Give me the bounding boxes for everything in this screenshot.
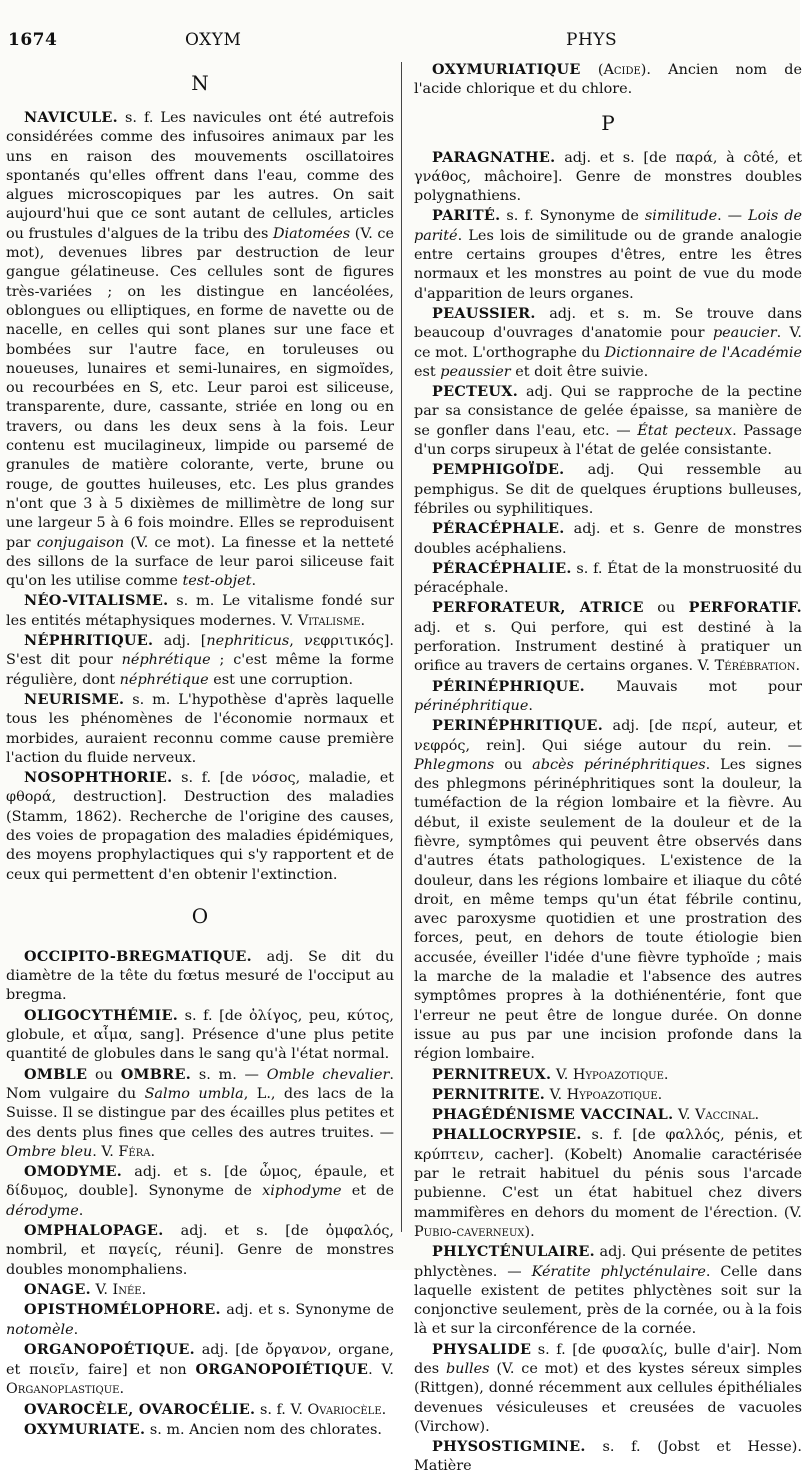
italic-text: néphrétique — [119, 671, 209, 688]
entry-text: s. m. — — [191, 1066, 267, 1083]
running-head-left: OXYM — [185, 30, 242, 50]
dictionary-entry — [414, 677, 802, 717]
entry-text: s. f. Synonyme de — [500, 208, 645, 225]
entry-text: adj. [ — [153, 633, 207, 650]
italic-text: abcès périnéphritiques — [532, 756, 706, 773]
entry-headword: PERFORATEUR, ATRICE — [432, 599, 644, 617]
dictionary-entry — [414, 559, 802, 599]
entry-headword: NOSOPHTHORIE. — [24, 769, 173, 787]
entry-headword: PHLYCTÉNULAIRE. — [432, 1243, 595, 1261]
entry-text: . Celle dans laquelle existent de petites phlyctènes soit sur la conjonctive seulement, près de la cornée, ou à la fois là et sur la circonférence de la cornée. — [414, 1263, 802, 1338]
dictionary-entry — [6, 690, 394, 768]
italic-text: Phlegmons — [414, 756, 495, 773]
italic-text: similitude — [644, 208, 718, 225]
entry-text: V. — [545, 1086, 567, 1103]
entry-text: est une corruption. — [208, 671, 354, 688]
entry-headword: PHALLOCRYPSIE. — [432, 1126, 582, 1144]
entry-text: Mauvais mot pour — [584, 678, 802, 695]
dictionary-entry — [6, 1221, 394, 1280]
entry-text: s. m. L'hypothèse d'après laquelle tous les phénomènes de l'économie normaux et morbides, auraient reconnu comme cause première l'action du fluide nerveux. — [6, 691, 394, 766]
left-column — [6, 60, 394, 1438]
entry-headword: OLIGOCYTHÉMIE. — [24, 1006, 179, 1024]
entry-headword: PEAUSSIER. — [432, 304, 536, 322]
entry-headword: PERNITRITE. — [432, 1085, 546, 1103]
dictionary-entry — [414, 1125, 802, 1242]
dictionary-entry — [6, 1340, 394, 1400]
dictionary-entry — [6, 1400, 394, 1420]
dictionary-entry — [414, 1242, 802, 1339]
entry-headword: NEURISME. — [24, 690, 125, 708]
italic-text: périnéphritique — [414, 697, 529, 714]
entry-text: ). — [524, 1223, 535, 1240]
cross-reference: Hypoazotique — [572, 1066, 664, 1083]
entry-headword: PERFORATIF. — [688, 599, 802, 617]
entry-text: , νεφριτικός]. S'est dit pour — [6, 633, 394, 669]
entry-headword: OXYMURIATE. — [24, 1421, 146, 1438]
entry-text: adj. et s. [de ὀμφαλός, nombril, et παγείς, réuni]. Genre de monstres doubles monomphaliens. — [6, 1223, 394, 1278]
dictionary-entry — [414, 60, 802, 100]
cross-reference: Térébration — [714, 658, 796, 675]
cross-reference: Ovariocèle — [307, 1401, 382, 1418]
entry-text: . — [754, 1107, 760, 1124]
cross-reference: Hypoazotique — [566, 1086, 658, 1103]
entry-text: adj. et s. [de ὦμος, épaule, et δίδυμος, double]. Synonyme de — [6, 1164, 394, 1200]
entry-text: . V. — [368, 1362, 394, 1379]
entry-text: V. — [551, 1066, 573, 1083]
italic-text: Ombre bleu — [6, 1143, 93, 1160]
dictionary-entry — [414, 304, 802, 382]
italic-text: notomèle — [6, 1321, 74, 1338]
italic-text: Omble chevalier — [266, 1066, 390, 1083]
entry-headword: OMBRE. — [120, 1065, 192, 1083]
italic-text: nephriticus — [206, 633, 290, 650]
section-letter: N — [191, 71, 209, 95]
entry-headword: PÉRACÉPHALIE. — [432, 559, 572, 577]
dictionary-entry — [414, 382, 802, 460]
entry-headword: PHYSOSTIGMINE. — [432, 1438, 586, 1456]
page-number: 1674 — [8, 30, 58, 50]
entry-text: . — [360, 612, 366, 629]
dictionary-entry — [414, 716, 802, 1064]
entry-headword: PERINÉPHRITIQUE. — [432, 717, 604, 735]
dictionary-entry — [6, 768, 394, 885]
entry-text: . V. ce mot. L'orthographe du — [414, 325, 802, 361]
dictionary-entry — [6, 1006, 394, 1065]
entry-text: ou — [494, 756, 533, 773]
entry-text: . — [150, 1143, 156, 1160]
entry-text: . — [663, 1066, 669, 1083]
dictionary-entry — [414, 1340, 802, 1437]
entry-text: s. f. [de νόσος, maladie, et φθορά, destruction]. Destruction des maladies (Stamm, 1862). Recherche de l'origine des causes, des voies de propagation des maladies épidémiques, des moyens prophylactiques qui s'y rapportent et de ceux qui permettent d'en obtenir l'extinction. — [6, 770, 394, 883]
section-letter: P — [601, 110, 615, 135]
entry-text: s. m. Le vitalisme fondé sur les entités métaphysiques modernes. V. — [6, 593, 394, 629]
cross-reference: Acide — [603, 62, 641, 78]
entry-headword: OXYMURIATIQUE — [432, 61, 581, 78]
italic-text: État pecteux — [637, 422, 733, 439]
entry-text: adj. et s. m. Se trouve dans beaucoup d'ouvrages d'anatomie pour — [414, 305, 802, 342]
dictionary-entry — [6, 1280, 394, 1300]
italic-text: Kératite phlycténulaire — [531, 1263, 706, 1280]
entry-text: s. m. Ancien nom des chlorates. — [145, 1422, 383, 1438]
entry-text: adj. et s. Qui perfore, qui est destiné à la perforation. Instrument destiné à pratiquer un orifice au travers de certains organes. V. — [414, 619, 802, 675]
entry-text: . — [78, 1202, 84, 1219]
entry-headword: PECTEUX. — [432, 383, 519, 401]
entry-headword: PARITÉ. — [432, 207, 501, 225]
entry-text: s. f. [de ὀλίγος, peu, κύτος, globule, et αἷμα, sang]. Présence d'une plus petite quantité de globules dans le sang qu'à l'état normal. — [6, 1007, 394, 1063]
italic-text: conjugaison — [36, 534, 125, 551]
entry-text: V. — [673, 1107, 695, 1124]
entry-text: adj. Qui ressemble au pemphigus. Se dit de quelques éruptions bulleuses, fébriles ou syphilitiques. — [414, 462, 802, 517]
entry-text: s. f. Les navicules ont été autrefois considérées comme des infusoires animaux par les uns en raison des mouvements oscillatoires spontanés qu'elles offrent dans l'eau, comme des algues microscopiques par les autres. On sait aujourd'hui que ce sont autant de cellules, articles ou frustules d'algues de la tribu des — [6, 110, 394, 242]
entry-text: , L., des lacs de la Suisse. Il se distingue par des écailles plus petites et des dents plus fines que celles des autres truites. — — [6, 1085, 394, 1141]
italic-text: néphrétique — [121, 652, 211, 669]
dictionary-entry — [6, 591, 394, 631]
entry-headword: OMPHALOPAGE. — [24, 1222, 164, 1240]
entry-headword: ONAGE. — [24, 1280, 91, 1298]
entry-text: . Les lois de similitude ou de grande analogie entre certains groupes d'êtres, entre les êtres normaux et les monstres au point de vue du mode d'apparition de leurs organes. — [414, 227, 802, 302]
entry-text: . Nom vulgaire du — [6, 1066, 394, 1102]
cross-reference: Vaccinal — [694, 1107, 755, 1124]
entry-text: . V. — [92, 1143, 119, 1160]
entry-text: . Les signes des phlegmons périnéphritiques sont la douleur, la tuméfaction de la région lombaire et la fièvre. Au début, il existe seulement de la douleur et de la fièvre, symptômes qui peuvent être observés dans d'autres états pathologiques. L'existence de la douleur, dans les régions lombaire et iliaque du côté droit, en même temps qu'un état fébrile continu, avec paroxysme quotidien et une prostration des forces, peut, en dehors de toute étiologie bien accusée, éveiller l'idée d'une fièvre typhoïde ; mais la marche de la maladie et l'absence des autres symptômes propres à la dothiénentérie, font que l'erreur ne peut être de longue durée. On donne issue au pus par une incision profonde dans la région lombaire. — [414, 756, 802, 1063]
entry-text: (V. ce mot). La finesse et la netteté des sillons de la surface de leur paroi siliceuse fait qu'on les utilise comme — [6, 534, 394, 590]
cross-reference: Vitalisme — [297, 612, 361, 629]
entry-text: ou — [87, 1066, 121, 1083]
dictionary-entry — [6, 1162, 394, 1221]
entry-text: . — [141, 1281, 147, 1298]
entry-text: adj. [de περί, auteur, et νεφρός, rein]. Qui siége autour du rein. — — [414, 718, 802, 754]
entry-text: ; c'est même la forme régulière, dont — [6, 652, 394, 688]
entry-text: . — — [717, 208, 749, 225]
dictionary-entry — [414, 1105, 802, 1125]
right-column — [414, 60, 802, 1475]
section-letter: O — [191, 903, 209, 928]
entry-headword: PERNITREUX. — [432, 1065, 552, 1083]
entry-headword: PÉRACÉPHALE. — [432, 520, 565, 538]
column-divider — [401, 62, 402, 1232]
entry-text: adj. Qui présente de petites phlyctènes. — — [414, 1244, 802, 1280]
entry-headword: OPISTHOMÉLOPHORE. — [24, 1301, 221, 1319]
entry-text: adj. et s. Genre de monstres doubles acéphaliens. — [414, 521, 802, 557]
entry-text: . — [528, 697, 533, 714]
italic-text: bulles — [445, 1361, 490, 1377]
dictionary-entry — [6, 1300, 394, 1340]
dictionary-entry — [6, 1420, 394, 1440]
entry-headword: ORGANOPOÉTIQUE. — [24, 1340, 195, 1358]
entry-text: et de — [341, 1183, 394, 1200]
dictionary-entry — [6, 631, 394, 690]
entry-text: . Passage d'un corps sirupeux à l'état de gelée consistante. — [414, 422, 802, 459]
italic-text: peaussier — [440, 363, 511, 380]
entry-headword: PHAGÉDÉNISME VACCINAL. — [432, 1106, 674, 1124]
entry-text: adj. Se dit du diamètre de la tête du fœtus mesuré de l'occiput au bregma. — [6, 948, 394, 1004]
dictionary-entry — [6, 1065, 394, 1162]
entry-text: s. f. (Jobst et Hesse). Matière — [414, 1439, 802, 1475]
italic-text: Lois de parité — [414, 208, 802, 244]
entry-text: . — [119, 1381, 125, 1398]
entry-headword: OVAROCÈLE, OVAROCÉLIE. — [24, 1400, 256, 1418]
dictionary-entry — [414, 1065, 802, 1085]
entry-text: adj. [de ὄργανον, organe, et ποιεῖν, faire] et non — [6, 1341, 394, 1379]
entry-text: ). Ancien nom de l'acide chlorique et du chlore. — [414, 62, 802, 98]
running-head-right: PHYS — [566, 30, 618, 50]
dictionary-entry — [414, 519, 802, 559]
italic-text: xiphodyme — [262, 1183, 342, 1200]
entry-text: s. f. [de φαλλός, pénis, et κρύπτειν, cacher]. (Kobelt) Anomalie caractérisée par le retrait habituel du pénis sous l'arcade pubienne. C'est un état habituel chez divers mammifères en dehors du moment de l'érection. (V. — [414, 1127, 802, 1221]
entry-text: adj. et s. [de παρά, à côté, et γνάθος, mâchoire]. Genre de monstres doubles polygnathiens. — [414, 149, 802, 205]
entry-headword: NÉPHRITIQUE. — [24, 632, 154, 650]
entry-text: . — [251, 573, 257, 590]
italic-text: test-objet — [182, 573, 252, 590]
entry-headword: ORGANOPOIÉTIQUE — [195, 1361, 369, 1379]
entry-text: . — [795, 658, 801, 675]
entry-headword: PHYSALIDE — [432, 1340, 532, 1358]
entry-headword: OMODYME. — [24, 1163, 123, 1181]
entry-text: et doit être suivie. — [510, 363, 649, 380]
italic-text: Diatomées — [272, 225, 351, 242]
entry-text: adj. et s. Synonyme de — [220, 1302, 394, 1319]
italic-text: dérodyme — [6, 1202, 79, 1219]
entry-text: ( — [580, 62, 604, 78]
entry-text: est — [414, 363, 441, 380]
entry-headword: OCCIPITO-BREGMATIQUE. — [24, 947, 252, 965]
entry-text: ou — [643, 600, 689, 617]
entry-text: (V. ce mot), devenues libres par destruction de leur gangue gélatineuse. Ces cellules sont de figures très-variées ; on les distingue en lancéolées, oblongues ou elliptiques, en forme de navette ou de nacelle, en celles qui sont planes sur une face et bombées sur l'autre face, en toruleuses ou noueuses, lunaires et semi-lunaires, en sigmoïdes, ou recourbées en S, etc. Leur paroi est siliceuse, transparente, dure, cassante, striée en long ou en travers, ou dans les deux sens à la fois. Leur contenu est mucilagineux, limpide ou parsemé de granules de matière colorante, verte, brune ou rouge, de gouttes huileuses, etc. Les plus grandes n'ont que 3 à 5 dixièmes de millimètre de long sur une largeur 5 à 6 fois moindre. Elles se reproduisent par — [6, 225, 394, 551]
entry-text: . — [657, 1086, 663, 1103]
entry-headword: PEMPHIGOÏDE. — [432, 461, 565, 479]
entry-text: V. — [90, 1281, 113, 1298]
cross-reference: Pubio-caverneux — [414, 1223, 525, 1240]
cross-reference: Inée — [112, 1281, 142, 1298]
entry-headword: NÉO-VITALISME. — [24, 592, 169, 610]
cross-reference: Féra — [118, 1143, 151, 1160]
entry-headword: NAVICULE. — [24, 109, 118, 126]
italic-text: Salmo umbla — [144, 1085, 244, 1102]
entry-text: . — [73, 1321, 79, 1338]
dictionary-entry — [414, 1437, 802, 1477]
entry-headword: OMBLE — [24, 1065, 88, 1083]
dictionary-entry — [6, 108, 394, 591]
entry-headword: PÉRINÉPHRIQUE. — [432, 677, 585, 695]
italic-text: peaucier — [712, 325, 777, 342]
dictionary-entry — [414, 1085, 802, 1105]
dictionary-entry — [414, 598, 802, 676]
dictionary-entry — [414, 206, 802, 303]
cross-reference: Organoplastique — [6, 1381, 120, 1398]
entry-text: s. f. [de φυσαλίς, bulle d'air]. Nom des — [414, 1341, 802, 1377]
entry-text: (V. ce mot) et des kystes séreux simples (Rittgen), donné récemment aux cellules épithéliales devenues vésiculeuses et creusées de vacuoles (Virchow). — [414, 1361, 802, 1435]
entry-text: . — [381, 1401, 387, 1418]
entry-text: adj. Qui se rapproche de la pectine par sa consistance de gelée épaisse, sa manière de se gonfler dans l'eau, etc. — — [414, 384, 802, 439]
entry-text: s. f. V. — [255, 1401, 308, 1418]
dictionary-entry — [414, 460, 802, 519]
entry-text: s. f. État de la monstruosité du péracéphale. — [414, 560, 802, 597]
italic-text: Dictionnaire de l'Académie — [604, 344, 802, 361]
dictionary-entry — [6, 947, 394, 1006]
dictionary-entry — [414, 148, 802, 207]
entry-headword: PARAGNATHE. — [432, 148, 556, 166]
